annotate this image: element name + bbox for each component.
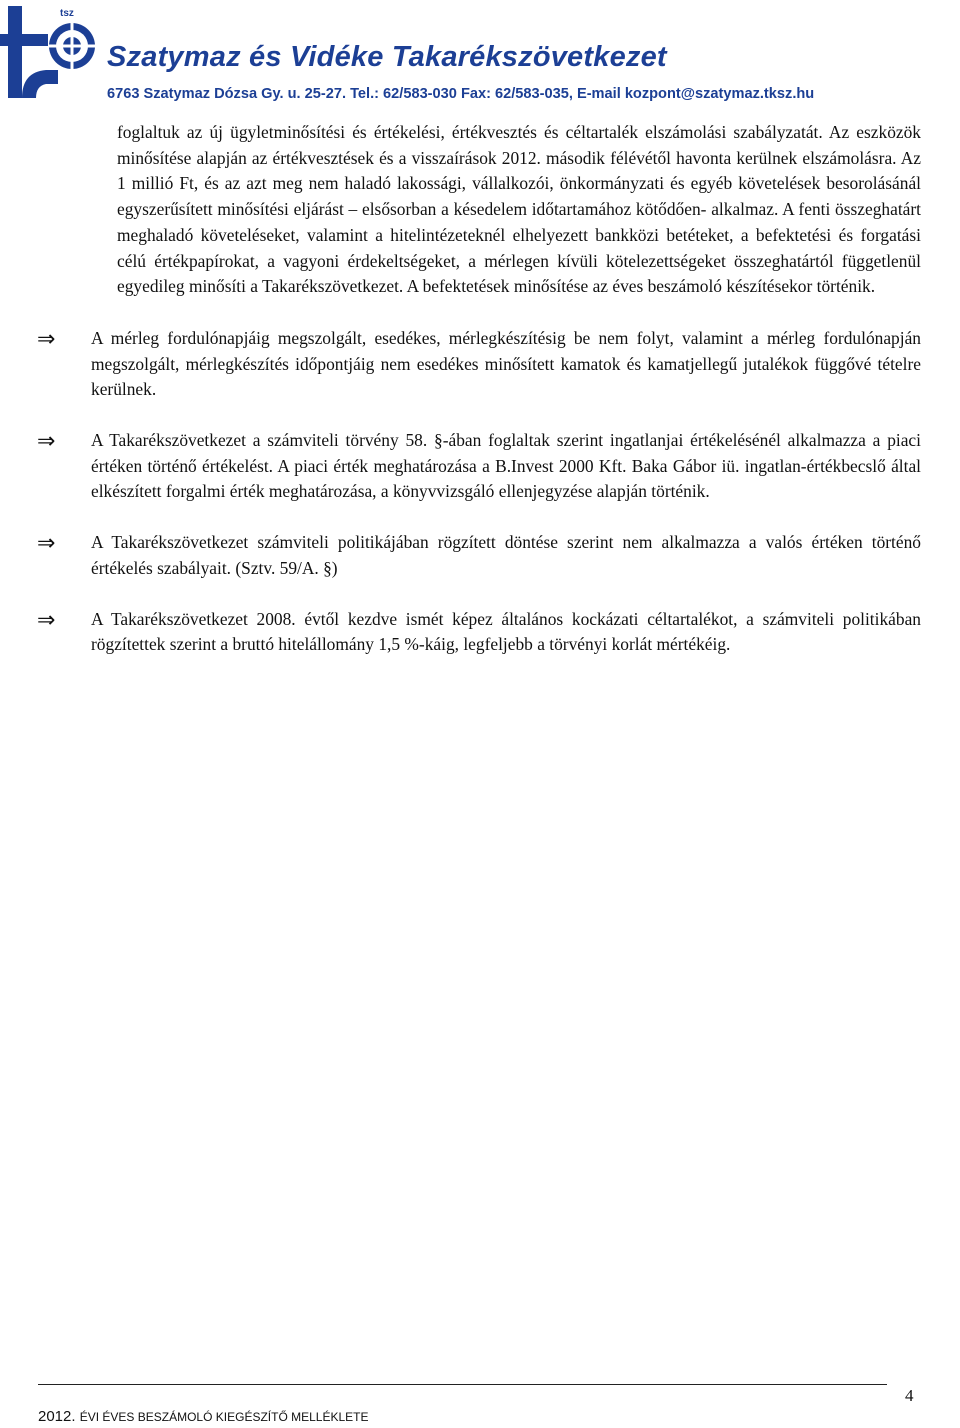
arrow-bullet-icon: ⇒: [37, 429, 56, 455]
list-item-text: A Takarékszövetkezet 2008. évtől kezdve ismét képez általános kockázati céltartalékot, a számviteli politikában rögzítettek szerint a bruttó hitelállomány 1,5 %-káig, legfeljebb a törvényi korlát mértékéig.: [91, 608, 921, 655]
footer-title: [38, 1408, 368, 1425]
letterhead: [0, 0, 960, 108]
bank-logo: [0, 0, 102, 102]
list-item-text: A Takarékszövetkezet a számviteli törvény 58. §-ában foglaltak szerint ingatlanjai értékelésénél alkalmazza a piaci értéken történő értékelést. A piaci érték meghatározása a B.Invest 2000 Kft. Baka Gábor iü. ingatlan-értékbecslő által elkészített forgalmi érték meghatározása, a könyvvizsgáló ellenjegyzése alapján történik.: [91, 430, 921, 502]
page-number: 4: [905, 1386, 914, 1405]
svg-text:tsz: tsz: [60, 8, 74, 19]
arrow-bullet-icon: ⇒: [37, 326, 56, 352]
list-item-text: A Takarékszövetkezet számviteli politikájában rögzített döntése szerint nem alkalmazza a valós értéken történő értékelés szabályait. (Sztv. 59/A. §): [91, 532, 921, 578]
footer-year: 2012.: [38, 1408, 76, 1425]
bank-name: Szatymaz és Vidéke Takarékszövetkezet: [107, 41, 667, 73]
list-item: [0, 428, 960, 505]
list-item: [0, 530, 960, 581]
arrow-bullet-icon: ⇒: [37, 607, 56, 633]
arrow-bullet-icon: ⇒: [37, 531, 56, 557]
document-body: [0, 120, 960, 658]
intro-paragraph: foglaltuk az új ügyletminősítési és értékelési, értékvesztés és céltartalék elszámolási szabályzatát. Az eszközök minősítése alapján az értékvesztések és a visszaírások 2012. második félévétől havonta kerülnek elszámolásra. Az 1 millió Ft, és az azt meg nem haladó lakossági, vállalkozói, önkormányzati és egyéb követelések besorolásánál egyszerűsített minősítési eljárást – elsősorban a késedelem időtartamához kötődően- alkalmaz. A fenti összeghatárt meghaladó követeléseket, valamint a hitelintézeteknél elhelyezett bankközi betéteket, a befektetési és forgatási célú értékpapírokat, a vagyoni érdekeltségeket, a mérlegen kívüli kötelezettségeket összeghatártól függetlenül egyedileg minősíti a Takarékszövetkezet. A befektetések minősítése az éves beszámoló készítésekor történik.: [117, 122, 921, 297]
footer-title-text: ÉVI ÉVES BESZÁMOLÓ KIEGÉSZÍTŐ MELLÉKLETE: [79, 1410, 369, 1424]
footer-divider: [38, 1384, 887, 1385]
list-item: [0, 607, 960, 658]
list-item-text: A mérleg fordulónapjáig megszolgált, esedékes, mérlegkészítésig be nem folyt, valamint a mérleg fordulónapján megszolgált, mérlegkészítés időpontjáig nem esedékes minősített kamatok és kamatjellegű jutalékok függővé tételre kerülnek.: [91, 327, 921, 400]
contact-line: 6763 Szatymaz Dózsa Gy. u. 25-27. Tel.: 62/583-030 Fax: 62/583-035, E-mail kozpont@szatymaz.tksz.hu: [107, 86, 815, 102]
list-item: [0, 326, 960, 403]
